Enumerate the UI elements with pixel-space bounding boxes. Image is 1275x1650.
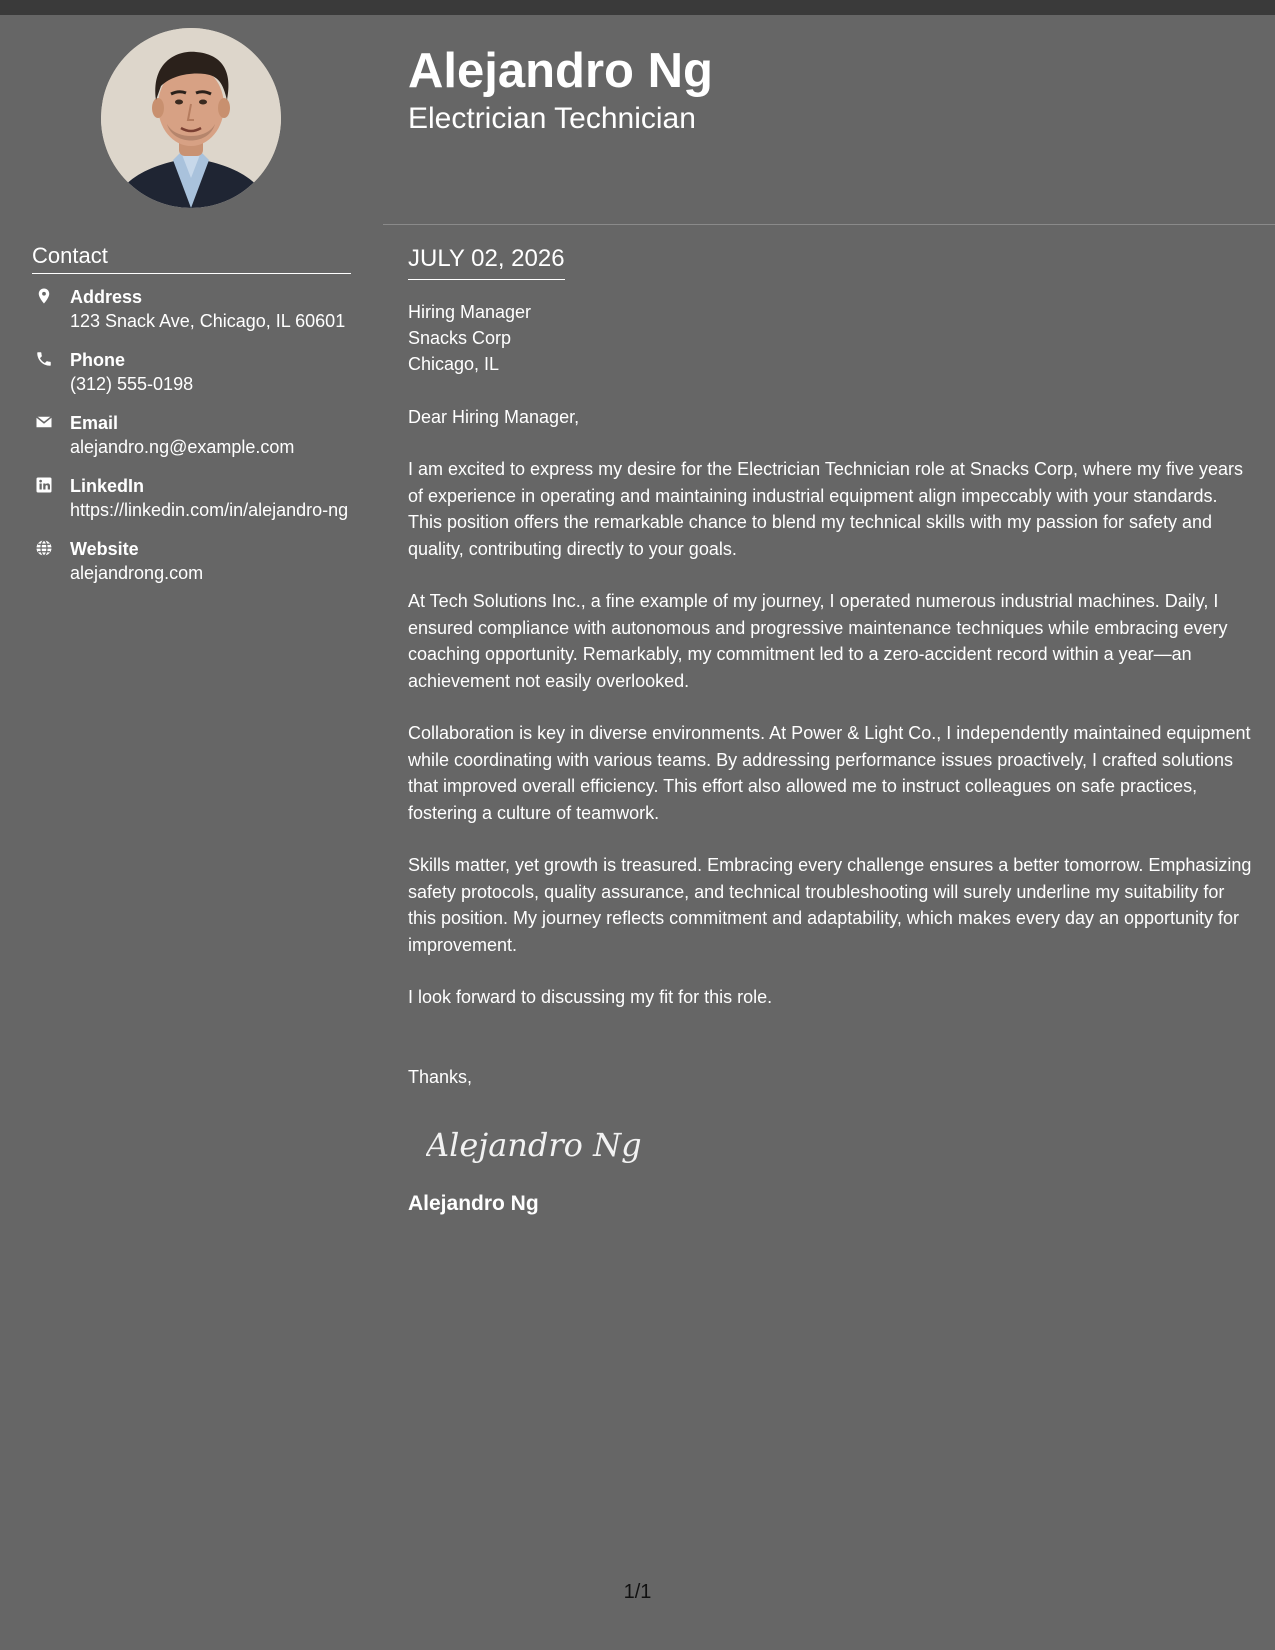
contact-item-address	[32, 285, 352, 334]
applicant-name: Alejandro Ng	[408, 44, 713, 98]
applicant-title: Electrician Technician	[408, 102, 696, 135]
email-value[interactable]: alejandro.ng@example.com	[70, 437, 295, 457]
recipient-block	[408, 299, 1253, 377]
contact-item-phone	[32, 348, 352, 397]
handwritten-signature	[426, 1118, 666, 1170]
contact-item-website	[32, 537, 352, 586]
letter-paragraph: Skills matter, yet growth is treasured. Embracing every challenge ensures a better tomorrow. Emphasizing safety protocols, quality assurance, and technical troubleshooting will surely underline my suitability for this position. My journey reflects commitment and adaptability, which makes every day an opportunity for improvement.	[408, 855, 1252, 955]
letter-paragraph: I look forward to discussing my fit for this role.	[408, 987, 773, 1007]
linkedin-icon	[35, 476, 53, 494]
website-value[interactable]: alejandrong.com	[70, 563, 204, 583]
window-top-bar	[0, 0, 1275, 15]
letter-body	[408, 243, 1253, 1218]
contact-list	[32, 285, 352, 600]
sidebar	[0, 15, 383, 1650]
contact-label: Email	[70, 413, 119, 433]
contact-label: Phone	[70, 350, 126, 370]
svg-text:Alejandro Ng: Alejandro Ng	[426, 1125, 642, 1164]
globe-icon	[35, 539, 53, 557]
envelope-icon	[35, 413, 53, 431]
contact-label: Address	[70, 287, 143, 307]
letter-date: JULY 02, 2026	[408, 243, 565, 280]
contact-item-linkedin	[32, 474, 352, 523]
contact-label: LinkedIn	[70, 476, 145, 496]
phone-value[interactable]: (312) 555-0198	[70, 374, 194, 394]
signed-name: Alejandro Ng	[408, 1191, 539, 1215]
profile-photo	[101, 28, 281, 208]
recipient-line: Chicago, IL	[408, 354, 500, 374]
contact-heading: Contact	[32, 241, 351, 274]
cover-letter-page	[0, 15, 1275, 1650]
page-number: 1/1	[623, 1581, 652, 1603]
letter-paragraph: I am excited to express my desire for the Electrician Technician role at Snacks Corp, where my five years of experience in operating and maintaining industrial equipment align impeccably with your standards. This position offers the remarkable chance to blend my technical skills with my passion for safety and quality, contributing directly to your goals.	[408, 459, 1244, 559]
recipient-line: Hiring Manager	[408, 302, 532, 322]
map-pin-icon	[35, 287, 53, 305]
closing: Thanks,	[408, 1066, 473, 1087]
phone-icon	[35, 350, 53, 368]
letter-paragraph: At Tech Solutions Inc., a fine example of my journey, I operated numerous industrial machines. Daily, I ensured compliance with autonomous and progressive maintenance techniques while embracing every coaching opportunity. Remarkably, my commitment led to a zero-accident record within a year—an achievement not easily overlooked.	[408, 591, 1228, 691]
linkedin-value[interactable]: https://linkedin.com/in/alejandro-ng	[70, 500, 349, 520]
salutation: Dear Hiring Manager,	[408, 407, 580, 427]
address-value: 123 Snack Ave, Chicago, IL 60601	[70, 311, 346, 331]
header-divider	[383, 224, 1275, 225]
recipient-line: Snacks Corp	[408, 328, 512, 348]
letter-paragraph: Collaboration is key in diverse environments. At Power & Light Co., I independently maintained equipment while coordinating with various teams. By addressing performance issues proactively, I crafted solutions that improved overall efficiency. This effort also allowed me to instruct colleagues on safe practices, fostering a culture of teamwork.	[408, 723, 1251, 823]
contact-label: Website	[70, 539, 139, 559]
contact-item-email	[32, 411, 352, 460]
